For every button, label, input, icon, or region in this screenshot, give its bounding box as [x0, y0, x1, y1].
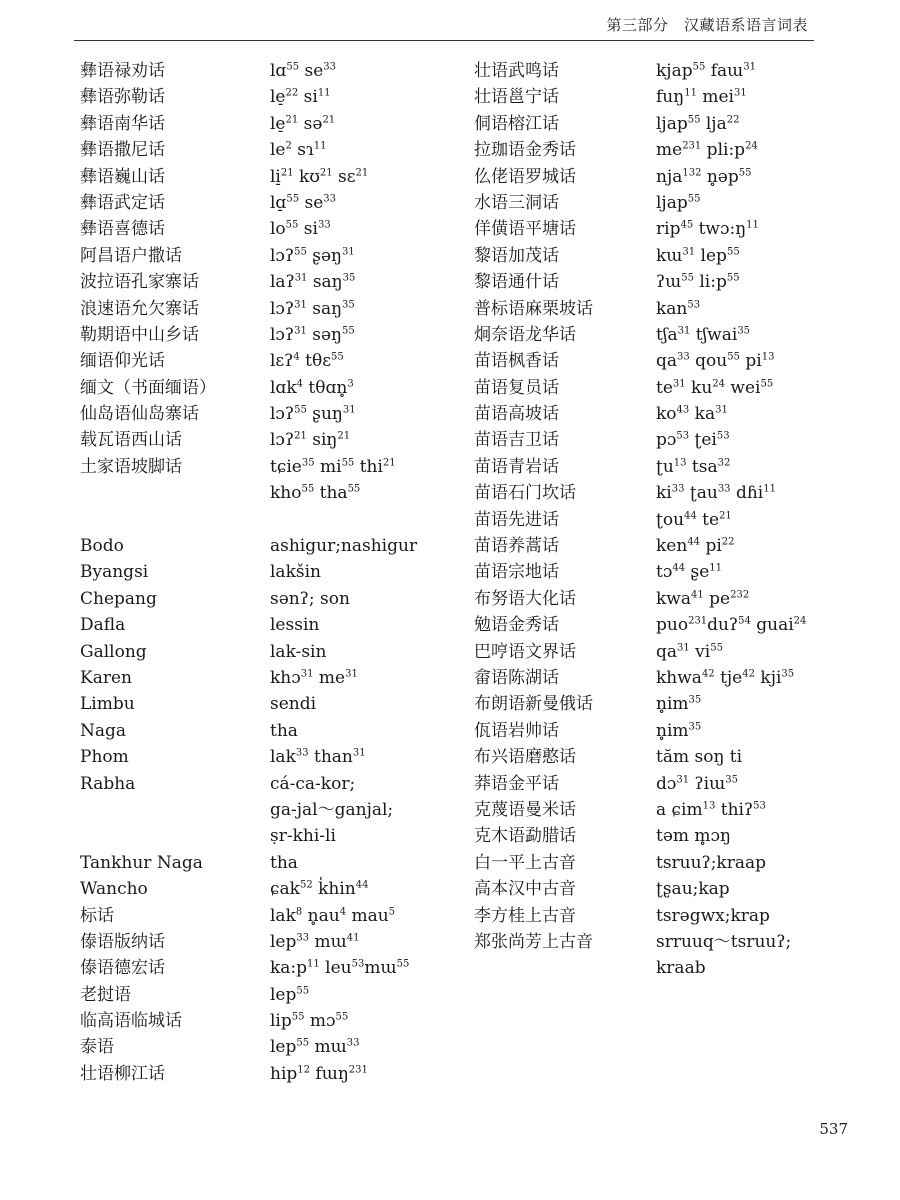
language-name: 勉语金秀话 — [474, 615, 559, 636]
language-name: 苗语石门坎话 — [474, 483, 576, 504]
word-form: kan$^{53}$ — [656, 298, 701, 319]
word-form: $n̥im^{35}$ — [656, 720, 702, 741]
word-form: $le^2$ sɿ$^{11}$ — [270, 140, 327, 161]
language-name: 布努语大化话 — [474, 588, 576, 609]
word-form: lip$^{55}$ mɔ$^{55}$ — [270, 1011, 349, 1032]
language-name: 彝语喜德话 — [80, 219, 165, 240]
language-name: 载瓦语西山话 — [80, 430, 182, 451]
word-form: cá-ca-kor; — [270, 773, 356, 794]
language-name: 炯奈语龙华话 — [474, 324, 576, 345]
language-name: 临高语临城话 — [80, 1011, 182, 1032]
word-form: təm m̥ɔŋ — [656, 826, 732, 847]
language-name: 傣语版纳话 — [80, 931, 165, 952]
word-form: srruuq～tsruuʔ; — [656, 931, 792, 952]
language-name: 侗语榕江话 — [474, 113, 559, 134]
word-form: kjap$^{55}$ faɯ$^{31}$ — [656, 61, 757, 81]
language-name: 黎语通什话 — [474, 272, 559, 293]
word-form: ʈʂau;kap — [656, 879, 730, 900]
word-form: sənʔ; son — [270, 588, 350, 609]
word-form: ken$^{44}$ $pi^{22}$ — [656, 536, 735, 557]
word-form: $qa^{33}$ qou$^{55}$ $pi^{13}$ — [656, 351, 775, 372]
right-form-column — [656, 58, 846, 982]
language-name: 彝语撒尼话 — [80, 140, 165, 161]
language-name: Rabha — [80, 773, 136, 794]
language-name: 巴哼语文界话 — [474, 641, 576, 662]
word-form: lɔʔ$^{21}$ siŋ$^{21}$ — [270, 430, 351, 451]
language-name: Karen — [80, 667, 132, 688]
word-form: ashigur;nashigur — [270, 536, 418, 557]
language-name: 苗语宗地话 — [474, 562, 559, 583]
word-form: ljap$^{55}$ lja$^{22}$ — [656, 113, 740, 134]
word-form: tha — [270, 720, 298, 741]
word-form: ʈou$^{44}$ $te^{21}$ — [656, 509, 732, 530]
language-name: 苗语高坡话 — [474, 404, 559, 425]
language-name: 郑张尚芳上古音 — [474, 931, 593, 952]
word-form: $lo^{55}$ $si^{33}$ — [270, 219, 331, 240]
language-name: 白一平上古音 — [474, 852, 576, 873]
language-name: 普标语麻栗坡话 — [474, 298, 593, 319]
word-form: lep$^{55}$ mɯ$^{33}$ — [270, 1037, 360, 1058]
language-name: 布兴语磨憨话 — [474, 747, 576, 768]
language-name: 黎语加茂话 — [474, 245, 559, 266]
language-name: 水语三洞话 — [474, 192, 559, 213]
word-form: kwa$^{41}$ $pe^{232}$ — [656, 588, 750, 609]
word-form: a ɕim$^{13}$ thiʔ$^{53}$ — [656, 799, 766, 820]
word-form: lɑk$^4$ tθɑn̥$^3$ — [270, 377, 354, 398]
language-name: Gallong — [80, 641, 147, 662]
word-form: lep$^{55}$ — [270, 984, 310, 1005]
word-form: le̠$^{21}$ sə$^{21}$ — [270, 113, 336, 134]
word-form: ṣr-khi-li — [270, 826, 336, 847]
language-name: Phom — [80, 747, 129, 768]
word-form: lak-sin — [270, 641, 327, 662]
word-form: lak$^8$ $n̥au^4$ mau$^5$ — [270, 905, 396, 926]
word-form: laʔ$^{31}$ saŋ$^{35}$ — [270, 272, 356, 293]
word-form: tsrəgwx;krap — [656, 905, 770, 926]
language-name: 傣语德宏话 — [80, 958, 165, 979]
word-form: ljap$^{55}$ — [656, 192, 701, 213]
word-form: ʈu$^{13}$ tsa$^{32}$ — [656, 456, 731, 477]
word-form: kho$^{55}$ tha$^{55}$ — [270, 483, 361, 504]
language-name: 土家语坡脚话 — [80, 456, 182, 477]
language-name: 克蔑语曼米话 — [474, 799, 576, 820]
language-name: 壮语武鸣话 — [474, 61, 559, 81]
language-name — [80, 823, 260, 849]
language-name: 高本汉中古音 — [474, 879, 576, 900]
language-name: Bodo — [80, 536, 124, 557]
word-form: kɯ$^{31}$ lep$^{55}$ — [656, 245, 740, 266]
language-name: 壮语邕宁话 — [474, 87, 559, 108]
word-form: tʃa$^{31}$ tʃwai$^{35}$ — [656, 324, 751, 345]
word-form: lɑ̠$^{55}$ $se^{33}$ — [270, 192, 336, 213]
language-name: 彝语南华话 — [80, 113, 165, 134]
language-name: 缅文（书面缅语） — [80, 377, 216, 398]
word-form: rip$^{45}$ $twɔ:ŋ^{11}$ — [656, 219, 759, 240]
language-name: Limbu — [80, 694, 135, 715]
word-form: ɕak$^{52}$ k̍hin$^{44}$ — [270, 879, 369, 900]
word-form: nja$^{132}$ n̥əp$^{55}$ — [656, 166, 752, 187]
word-form: lɔʔ$^{31}$ saŋ$^{35}$ — [270, 298, 355, 319]
word-form: sendi — [270, 694, 317, 715]
language-name: 仙岛语仙岛寨话 — [80, 404, 199, 425]
word-form: tha — [270, 852, 298, 873]
word-form: lɔʔ$^{55}$ ʂuŋ$^{31}$ — [270, 404, 356, 425]
language-name: 浪速语允欠寨话 — [80, 298, 199, 319]
word-form: $ko^{43}$ $ka^{31}$ — [656, 404, 728, 425]
word-form: tsruuʔ;kraap — [656, 852, 767, 873]
word-form: kraab — [656, 958, 706, 979]
word-form: $te^{31}$ $ku^{24}$ wei$^{55}$ — [656, 377, 774, 398]
language-name: 仫佬语罗城话 — [474, 166, 576, 187]
word-form: khwa$^{42}$ tje$^{42}$ kji$^{35}$ — [656, 667, 795, 688]
language-name — [474, 955, 649, 981]
word-form: lep$^{33}$ mɯ$^{41}$ — [270, 931, 360, 952]
word-form: puo$^{231}$duʔ$^{54}$ guai$^{24}$ — [656, 615, 807, 636]
header-rule — [74, 40, 814, 41]
language-name: 李方桂上古音 — [474, 905, 576, 926]
word-form: ga-jal～ganjal; — [270, 799, 394, 820]
word-form: le̠$^{22}$ $si^{11}$ — [270, 87, 331, 108]
language-name: 泰语 — [80, 1037, 114, 1058]
language-name: 布朗语新曼俄话 — [474, 694, 593, 715]
language-name — [80, 797, 260, 823]
language-name: Tankhur Naga — [80, 852, 203, 873]
word-form: $qa^{31}$ $vi^{55}$ — [656, 641, 723, 662]
language-name: 苗语枫香话 — [474, 351, 559, 372]
page-number: 537 — [819, 1120, 848, 1138]
page-header — [0, 0, 900, 44]
left-language-column — [80, 58, 260, 1087]
language-name: Wancho — [80, 879, 148, 900]
language-name: 苗语复员话 — [474, 377, 559, 398]
word-form: lak$^{33}$ than$^{31}$ — [270, 747, 366, 768]
word-form: li̠$^{21}$ kʊ$^{21}$ sɛ$^{21}$ — [270, 166, 369, 187]
left-form-column — [270, 58, 470, 1087]
word-form: lakšin — [270, 562, 321, 583]
word-form: tăm soŋ ti — [656, 747, 743, 768]
word-form: hip$^{12}$ fɯŋ$^{231}$ — [270, 1063, 368, 1084]
language-name: 彝语巍山话 — [80, 166, 165, 187]
word-form: dɔ$^{31}$ ʔiɯ$^{35}$ — [656, 773, 738, 794]
word-form: $ka:p^{11}$ leu$^{53}$mɯ$^{55}$ — [270, 958, 410, 979]
word-form: $n̥im^{35}$ — [656, 694, 702, 715]
language-name: Dafla — [80, 615, 126, 636]
running-header-title: 第三部分 汉藏语系语言词表 — [606, 16, 808, 34]
language-name: 老挝语 — [80, 984, 131, 1005]
language-name: 拉珈语金秀话 — [474, 140, 576, 161]
language-name: 彝语禄劝话 — [80, 61, 165, 81]
word-form: lessin — [270, 615, 320, 636]
language-name: 克木语勐腊话 — [474, 826, 576, 847]
language-name: 阿昌语户撒话 — [80, 245, 182, 266]
word-form: $me^{231}$ $pli:p^{24}$ — [656, 140, 758, 161]
language-name: 壮语柳江话 — [80, 1063, 165, 1084]
language-name: 畲语陈湖话 — [474, 667, 559, 688]
word-form: pɔ$^{53}$ ʈei$^{53}$ — [656, 430, 730, 451]
language-name: Naga — [80, 720, 127, 741]
word-form: tɔ$^{44}$ ʂe$^{11}$ — [656, 562, 723, 583]
word-form: lɔʔ$^{31}$ səŋ$^{55}$ — [270, 324, 355, 345]
language-name: 苗语青岩话 — [474, 456, 559, 477]
language-name — [80, 480, 260, 506]
language-name: 标话 — [80, 905, 114, 926]
language-name: 苗语养蒿话 — [474, 536, 559, 557]
word-form: ʔɯ$^{55}$ $li:p^{55}$ — [656, 272, 740, 293]
language-name: 波拉语孔家寨话 — [80, 272, 199, 293]
word-form: khɔ$^{31}$ $me^{31}$ — [270, 667, 358, 688]
language-name: 缅语仰光话 — [80, 351, 165, 372]
word-form: lɛʔ$^4$ tθɛ$^{55}$ — [270, 351, 344, 372]
language-name: 彝语弥勒话 — [80, 87, 165, 108]
word-form: tɕie$^{35}$ $mi^{55}$ thi$^{21}$ — [270, 456, 396, 477]
language-name: Chepang — [80, 588, 157, 609]
language-name: 佤语岩帅话 — [474, 720, 559, 741]
word-form: $ki^{33}$ ʈau$^{33}$ dɦi$^{11}$ — [656, 483, 776, 504]
word-form — [270, 507, 470, 533]
language-name: Byangsi — [80, 562, 149, 583]
word-form: lɑ$^{55}$ $se^{33}$ — [270, 61, 336, 81]
language-name: 苗语吉卫话 — [474, 430, 559, 451]
language-name: 勒期语中山乡话 — [80, 324, 199, 345]
language-name — [80, 507, 260, 533]
language-name: 莽语金平话 — [474, 773, 559, 794]
language-name: 苗语先进话 — [474, 509, 559, 530]
language-name: 彝语武定话 — [80, 192, 165, 213]
word-form: fuŋ$^{11}$ mei$^{31}$ — [656, 87, 747, 108]
word-form: lɔʔ$^{55}$ ʂəŋ$^{31}$ — [270, 245, 355, 266]
language-name: 佯僙语平塘话 — [474, 219, 576, 240]
right-language-column — [474, 58, 649, 982]
